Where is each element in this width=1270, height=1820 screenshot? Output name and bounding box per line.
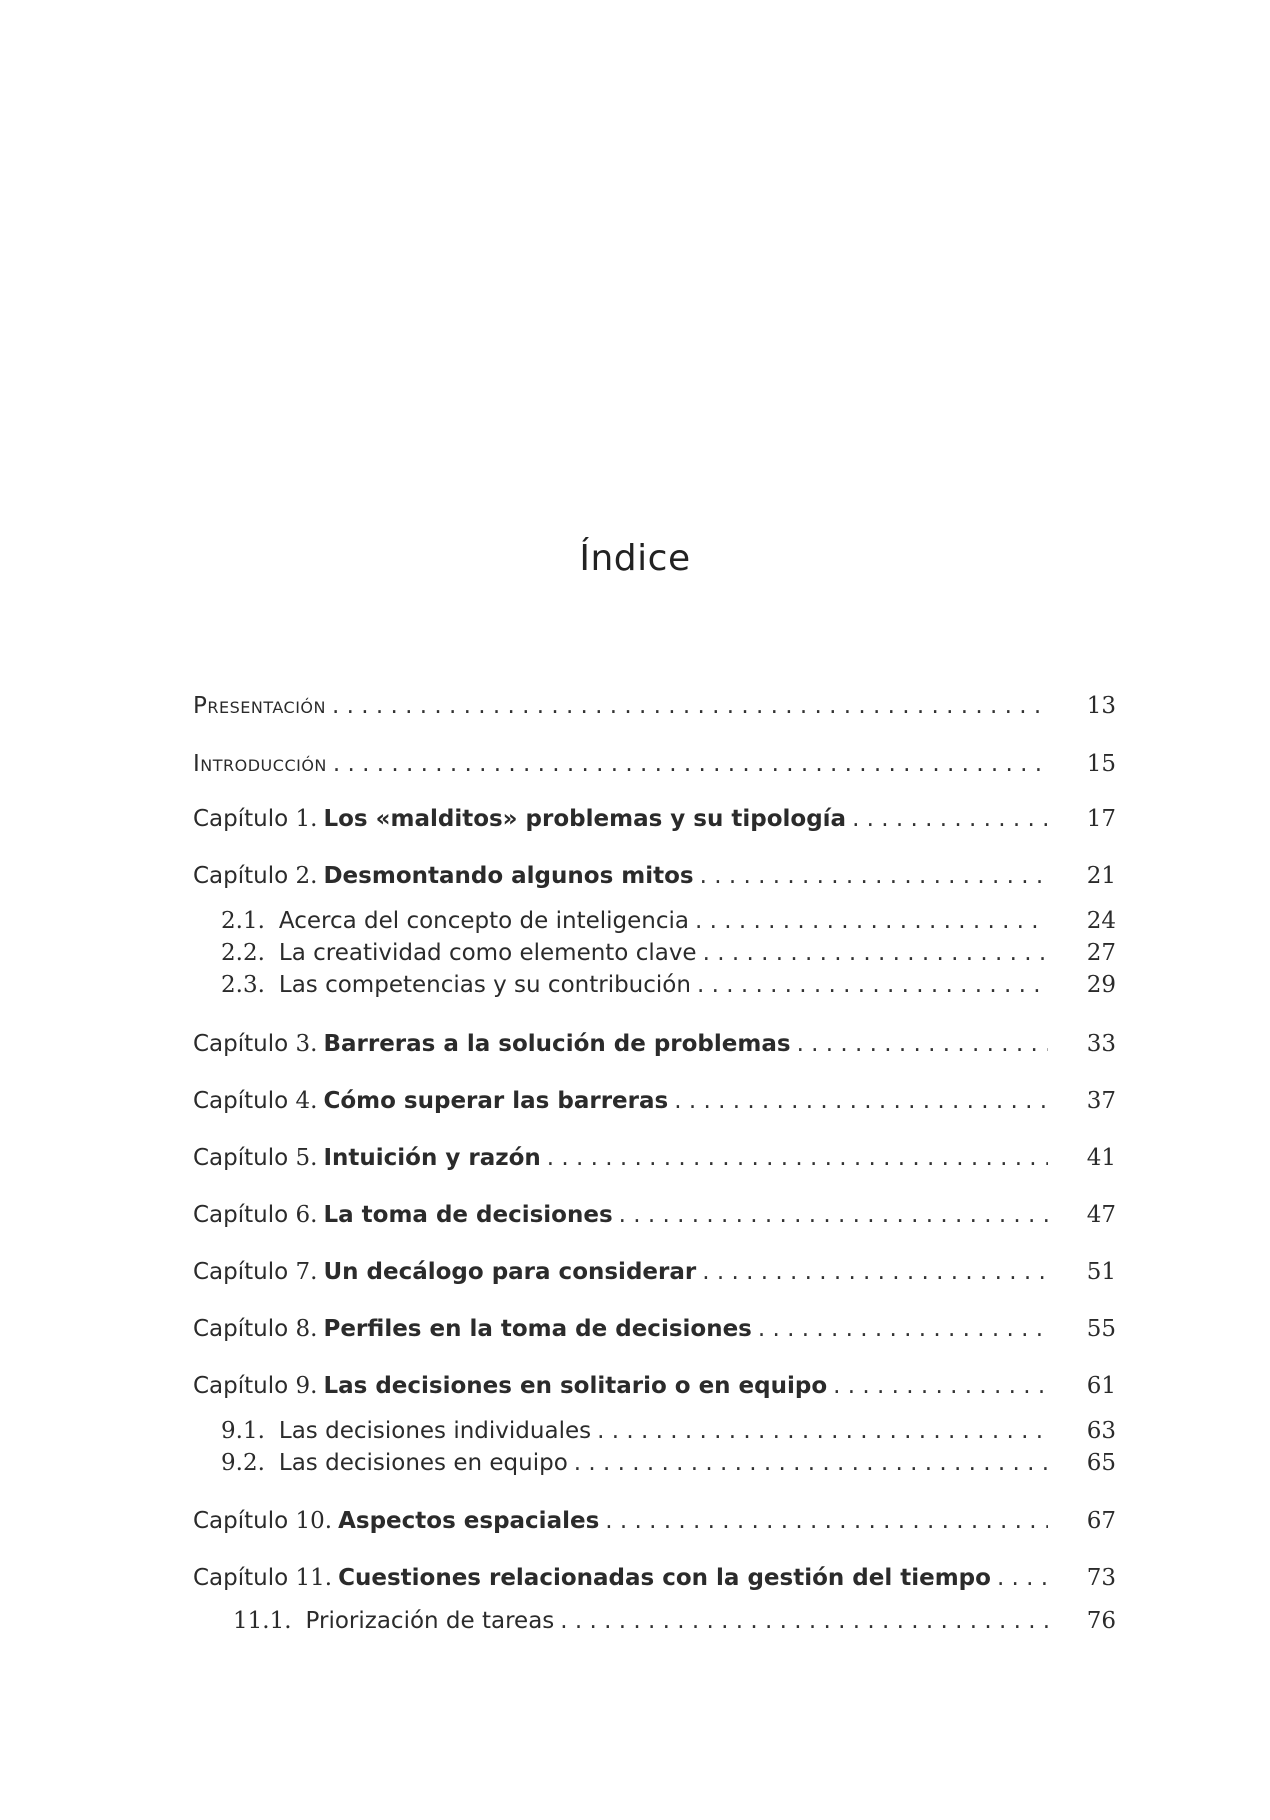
chapter-number: 6. [295, 1202, 318, 1228]
section-number: 2.3. [221, 972, 265, 998]
chapter-prefix: Capítulo [193, 1373, 289, 1399]
toc-page-number: 51 [1086, 1259, 1116, 1285]
toc-subentry-9-1 [193, 1415, 1116, 1447]
chapter-title: La toma de decisiones [323, 1202, 613, 1228]
toc-entry-chapter-4 [193, 1085, 1116, 1117]
chapter-number: 2. [295, 863, 318, 889]
leader-dots [333, 748, 1048, 780]
leader-dots [997, 1562, 1048, 1594]
chapter-number: 3. [295, 1031, 318, 1057]
toc-page-number: 37 [1086, 1088, 1116, 1114]
chapter-number: 9. [295, 1373, 318, 1399]
chapter-prefix: Capítulo [193, 1145, 289, 1171]
chapter-prefix: Capítulo [193, 806, 289, 832]
toc-page-number: 41 [1086, 1145, 1116, 1171]
chapter-title: Los «malditos» problemas y su tipología [323, 806, 847, 832]
leader-dots [697, 969, 1048, 1001]
toc-page-number: 55 [1086, 1316, 1116, 1342]
section-title: Acerca del concepto de inteligencia [278, 908, 689, 934]
toc-subentry-11-1 [193, 1605, 1116, 1637]
toc-page-number: 61 [1086, 1373, 1116, 1399]
chapter-number: 5. [295, 1145, 318, 1171]
toc-page-number: 29 [1086, 972, 1116, 998]
toc-entry-chapter-11 [193, 1562, 1116, 1594]
leader-dots [758, 1313, 1048, 1345]
chapter-title: Cuestiones relacionadas con la gestión del tiempo [338, 1565, 991, 1591]
page-title: Índice [579, 538, 691, 579]
toc-subentry-2-1 [193, 905, 1116, 937]
chapter-title: Perfiles en la toma de decisiones [323, 1316, 752, 1342]
toc-entry-introduccion [193, 748, 1116, 780]
chapter-title: Las decisiones en solitario o en equipo [323, 1373, 828, 1399]
toc-subentry-2-2 [193, 937, 1116, 969]
leader-dots [700, 860, 1048, 892]
toc-entry-chapter-9 [193, 1370, 1116, 1402]
toc-entry-label: Presentación [193, 693, 326, 719]
toc-page-number: 15 [1086, 751, 1116, 777]
leader-dots [833, 1370, 1048, 1402]
toc-page-number: 47 [1086, 1202, 1116, 1228]
chapter-number: 11. [295, 1565, 333, 1591]
toc-entry-chapter-8 [193, 1313, 1116, 1345]
chapter-title: Intuición y razón [323, 1145, 541, 1171]
section-number: 9.1. [221, 1418, 265, 1444]
chapter-number: 8. [295, 1316, 318, 1342]
toc-page-number: 17 [1086, 806, 1116, 832]
toc-entry-chapter-6 [193, 1199, 1116, 1231]
toc-entry-chapter-2 [193, 860, 1116, 892]
chapter-prefix: Capítulo [193, 1202, 289, 1228]
toc-page-number: 21 [1086, 863, 1116, 889]
toc-page-number: 24 [1086, 908, 1116, 934]
chapter-title: Desmontando algunos mitos [323, 863, 694, 889]
leader-dots [695, 905, 1048, 937]
toc-entry-chapter-3 [193, 1028, 1116, 1060]
leader-dots [674, 1085, 1048, 1117]
toc-page-number: 33 [1086, 1031, 1116, 1057]
leader-dots [605, 1505, 1048, 1537]
leader-dots [797, 1028, 1048, 1060]
leader-dots [702, 1256, 1048, 1288]
chapter-title: Un decálogo para considerar [323, 1259, 697, 1285]
section-number: 9.2. [221, 1450, 265, 1476]
leader-dots [597, 1415, 1048, 1447]
section-number: 2.2. [221, 940, 265, 966]
chapter-prefix: Capítulo [193, 1565, 289, 1591]
section-title: Las decisiones individuales [278, 1418, 592, 1444]
toc-entry-chapter-7 [193, 1256, 1116, 1288]
chapter-prefix: Capítulo [193, 1259, 289, 1285]
toc-entry-label: Introducción [193, 751, 327, 777]
toc-entry-chapter-1 [193, 803, 1116, 835]
toc-page-number: 13 [1086, 693, 1116, 719]
chapter-title: Barreras a la solución de problemas [323, 1031, 791, 1057]
toc-subentry-2-3 [193, 969, 1116, 1001]
section-title: La creatividad como elemento clave [278, 940, 697, 966]
leader-dots [560, 1605, 1048, 1637]
chapter-number: 1. [295, 806, 318, 832]
toc-entry-chapter-5 [193, 1142, 1116, 1174]
toc-entry-presentacion [193, 690, 1116, 722]
toc-page-number: 67 [1086, 1508, 1116, 1534]
leader-dots [703, 937, 1048, 969]
toc-page-number: 76 [1086, 1608, 1116, 1634]
section-number: 11.1. [233, 1608, 292, 1634]
toc-page-number: 73 [1086, 1565, 1116, 1591]
leader-dots [547, 1142, 1048, 1174]
section-title: Las decisiones en equipo [278, 1450, 568, 1476]
section-title: Las competencias y su contribución [278, 972, 691, 998]
toc-subentry-9-2 [193, 1447, 1116, 1479]
section-number: 2.1. [221, 908, 265, 934]
chapter-prefix: Capítulo [193, 863, 289, 889]
chapter-number: 4. [295, 1088, 318, 1114]
toc-entry-chapter-10 [193, 1505, 1116, 1537]
chapter-title: Cómo superar las barreras [323, 1088, 669, 1114]
chapter-title: Aspectos espaciales [338, 1508, 600, 1534]
toc-page-number: 27 [1086, 940, 1116, 966]
leader-dots [574, 1447, 1048, 1479]
chapter-number: 10. [295, 1508, 333, 1534]
chapter-prefix: Capítulo [193, 1031, 289, 1057]
leader-dots [332, 690, 1048, 722]
toc-page-number: 63 [1086, 1418, 1116, 1444]
chapter-prefix: Capítulo [193, 1508, 289, 1534]
toc-page-number: 65 [1086, 1450, 1116, 1476]
chapter-prefix: Capítulo [193, 1088, 289, 1114]
section-title: Priorización de tareas [305, 1608, 555, 1634]
leader-dots [619, 1199, 1048, 1231]
leader-dots [852, 803, 1048, 835]
chapter-number: 7. [295, 1259, 318, 1285]
chapter-prefix: Capítulo [193, 1316, 289, 1342]
